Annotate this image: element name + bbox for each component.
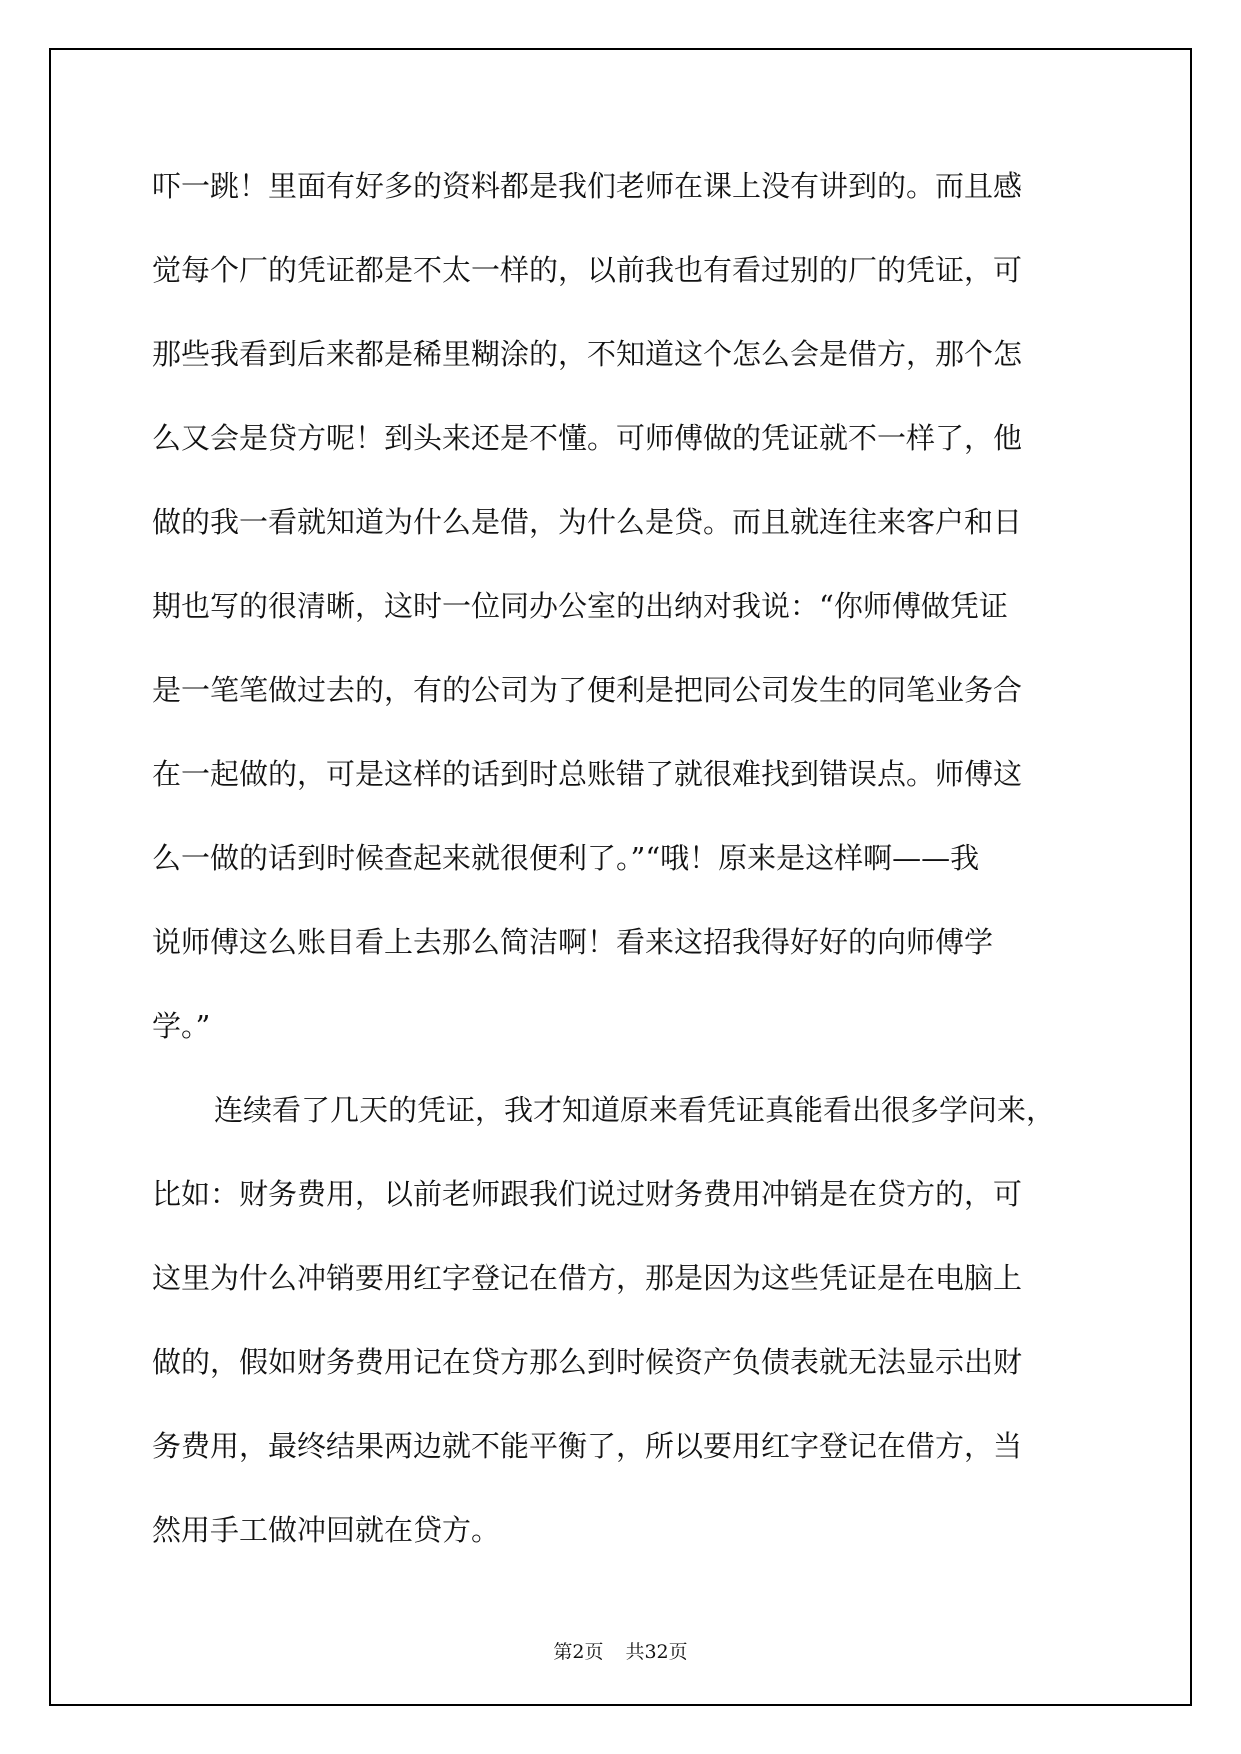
text-line: 么一做的话到时候查起来就很便利了。”“哦！原来是这样啊——我 (152, 841, 980, 875)
text-line: 这里为什么冲销要用红字登记在借方，那是因为这些凭证是在电脑上 (152, 1261, 1023, 1295)
text-line: 连续看了几天的凭证，我才知道原来看凭证真能看出很多学问来， (214, 1093, 1056, 1127)
paragraph-1 (152, 162, 1097, 1086)
page-number: 第2页 (553, 1641, 604, 1663)
text-line: 做的我一看就知道为什么是借，为什么是贷。而且就连往来客户和日 (152, 505, 1023, 539)
text-line: 学。” (152, 1009, 211, 1043)
text-line: 然用手工做冲回就在贷方。 (152, 1513, 501, 1547)
page-total: 共32页 (625, 1641, 688, 1663)
paragraph-2 (152, 1086, 1097, 1590)
text-line: 说师傅这么账目看上去那么简洁啊！看来这招我得好好的向师傅学 (152, 925, 994, 959)
text-line: 么又会是贷方呢！到头来还是不懂。可师傅做的凭证就不一样了，他 (152, 421, 1023, 455)
text-line: 期也写的很清晰，这时一位同办公室的出纳对我说：“你师傅做凭证 (152, 589, 1008, 623)
text-line: 在一起做的，可是这样的话到时总账错了就很难找到错误点。师傅这 (152, 757, 1023, 791)
text-line: 做的，假如财务费用记在贷方那么到时候资产负债表就无法显示出财 (152, 1345, 1023, 1379)
text-line: 觉每个厂的凭证都是不太一样的，以前我也有看过别的厂的凭证，可 (152, 253, 1023, 287)
text-line: 比如：财务费用，以前老师跟我们说过财务费用冲销是在贷方的，可 (152, 1177, 1023, 1211)
text-line: 那些我看到后来都是稀里糊涂的，不知道这个怎么会是借方，那个怎 (152, 337, 1023, 371)
text-line: 务费用，最终结果两边就不能平衡了，所以要用红字登记在借方，当 (152, 1429, 1023, 1463)
page-footer (0, 1638, 1241, 1666)
body-text (152, 162, 1097, 1590)
text-line: 吓一跳！里面有好多的资料都是我们老师在课上没有讲到的。而且感 (152, 169, 1023, 203)
text-line: 是一笔笔做过去的，有的公司为了便利是把同公司发生的同笔业务合 (152, 673, 1023, 707)
